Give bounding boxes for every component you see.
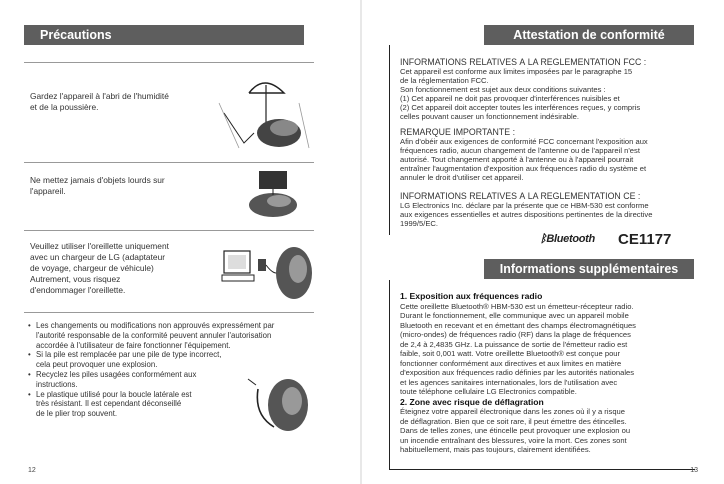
additional-info-header: Informations supplémentaires: [484, 259, 694, 279]
page-fold: [360, 0, 362, 484]
page-number-right: 13: [690, 467, 698, 474]
text-line: l'appareil.: [30, 186, 66, 196]
text-line: • Le plastique utilisé pour la boucle latérale est: [36, 389, 192, 399]
text-line: et les agences sanitaires internationales, lors de l'utilisation avec: [400, 377, 618, 387]
weight-illustration-icon: [239, 165, 309, 225]
text-line: habituellement, mais pas toujours, clairement identifiées.: [400, 445, 591, 454]
umbrella-illustration-icon: [214, 73, 314, 158]
text-line: Son fonctionnement est sujet aux deux conditions suivantes :: [400, 85, 606, 94]
text-line: d'endommager l'oreillette.: [30, 285, 126, 295]
text-line: aux exigences essentielles et autres dispositions pertinentes de la directive: [400, 210, 653, 219]
text-line: Durant le fonctionnement, elle communique avec un appareil mobile: [400, 311, 629, 320]
remark-block: [400, 128, 696, 182]
text-line: cela peut provoquer une explosion.: [36, 360, 158, 370]
text-line: Gardez l'appareil à l'abri de l'humidité: [30, 91, 169, 101]
page-number-left: 12: [28, 467, 36, 474]
bluetooth-logo: [540, 233, 595, 245]
text-line: (micro-ondes) de fréquences radio (RF) dans la plage de fréquences: [400, 330, 631, 339]
warning-item: [28, 350, 328, 370]
fcc-title: INFORMATIONS RELATIVES À LA RÉGLEMENTATION FCC :: [400, 58, 647, 67]
text-line: d'exposition aux fréquences radio définies par les autorités nationales: [400, 368, 635, 377]
ce-mark: CE1177: [618, 231, 672, 248]
ce-title: INFORMATIONS RELATIVES À LA RÉGLEMENTATION CE :: [400, 192, 641, 201]
text-line: de la réglementation FCC.: [400, 76, 489, 85]
text-line: de voyage, chargeur de véhicule): [30, 263, 154, 273]
precaution-charger: [24, 230, 314, 313]
text-line: Cette oreillette Bluetooth® HBM-530 est un émetteur-récepteur radio.: [400, 301, 634, 311]
bluetooth-rune-icon: ᛒ: [540, 233, 547, 245]
precaution-humidity: [24, 62, 314, 163]
text-line: accordée à l'utilisateur de faire fonctionner l'équipement.: [36, 340, 231, 350]
ce-block: [400, 192, 696, 228]
text-line: instructions.: [36, 379, 78, 389]
fcc-block: [400, 58, 696, 121]
text-line: et de la poussière.: [30, 102, 99, 112]
text-line: • Les changements ou modifications non approuvés expressément par: [36, 321, 275, 330]
conformity-header: Attestation de conformité: [484, 25, 694, 45]
text-line: Veuillez utiliser l'oreillette uniquement: [30, 241, 169, 251]
text-line: • Si la pile est remplacée par une pile de type incorrect,: [36, 350, 222, 360]
text-line: Dans de telles zones, une étincelle peut provoquer une explosion ou: [400, 426, 631, 435]
text-line: un incendie entraînant des blessures, voire la mort. Ces zones sont: [400, 435, 627, 445]
text-line: Cet appareil est conforme aux limites imposées par le paragraphe 15: [400, 67, 633, 76]
precaution-warnings: [24, 312, 314, 458]
charger-illustration-icon: [220, 237, 316, 309]
text-line: Ne mettez jamais d'objets lourds sur: [30, 175, 165, 185]
text-line: (1) Cet appareil ne doit pas provoquer d'interférences nuisibles et: [400, 94, 620, 103]
text-line: fréquences radio, aucun changement de l'antenne ou de l'appareil n'est: [400, 146, 640, 155]
precautions-header: Précautions: [24, 25, 304, 45]
text-line: celles pouvant causer un fonctionnement indésirable.: [400, 112, 579, 121]
rf-exposure-block: [400, 292, 696, 455]
text-line: Bluetooth en recevant et en émettant des champs électromagnétiques: [400, 320, 636, 330]
precaution-weight: [24, 162, 314, 231]
remark-title: REMARQUE IMPORTANTE :: [400, 128, 516, 137]
text-line: Éteignez votre appareil électronique dans les zones où il y a risque: [400, 407, 625, 416]
text-line: Autrement, vous risquez: [30, 274, 121, 284]
text-line: de le plier trop souvent.: [36, 409, 118, 419]
explosion-zone-title: 2. Zone avec risque de déflagration: [400, 397, 544, 407]
conformity-rule: [389, 45, 390, 235]
text-line: avec un chargeur de LG (adaptateur: [30, 252, 166, 262]
text-line: toute téléphone cellulaire LG Electronics compatible.: [400, 387, 577, 396]
text-line: • Recyclez les piles usagées conformément aux: [36, 369, 197, 379]
text-line: LG Electronics Inc. déclare par la présente que ce HBM-530 est conforme: [400, 201, 649, 210]
info-rule-horizontal: [389, 469, 695, 470]
info-rule-vertical: [389, 280, 390, 470]
text-line: autorisé. Tout changement apporté à l'antenne ou à l'appareil pourrait: [400, 155, 634, 164]
text-line: Afin d'obéir aux exigences de conformité FCC concernant l'exposition aux: [400, 137, 648, 146]
warning-item: [28, 321, 328, 350]
text-line: l'autorité responsable de la conformité peuvent annuler l'autorisation: [36, 330, 272, 340]
text-line: entraîner l'augmentation d'exposition aux fréquences radio du système et: [400, 164, 647, 173]
text-line: annuler le droit d'utiliser cet appareil.: [400, 173, 524, 182]
text-line: de 2,4 à 2,4835 GHz. La puissance de sortie de l'émetteur radio est: [400, 339, 628, 349]
text-line: (2) Cet appareil doit accepter toutes les interférences reçues, y compris: [400, 103, 641, 112]
text-line: très résistant. Il est cependant déconseillé: [36, 399, 182, 409]
text-line: 1999/5/EC.: [400, 219, 438, 228]
clip-illustration-icon: [244, 369, 314, 439]
bluetooth-logo-text: Bluetooth: [546, 233, 595, 245]
text-line: fonctionner conformément aux directives et aux limites en matière: [400, 358, 622, 368]
rf-exposure-title: 1. Exposition aux fréquences radio: [400, 292, 543, 301]
text-line: faible, soit 0,001 watt. Votre oreillette Bluetooth® est conçue pour: [400, 349, 621, 358]
text-line: de déflagration. Bien que ce soit rare, il peut émettre des étincelles.: [400, 416, 627, 426]
